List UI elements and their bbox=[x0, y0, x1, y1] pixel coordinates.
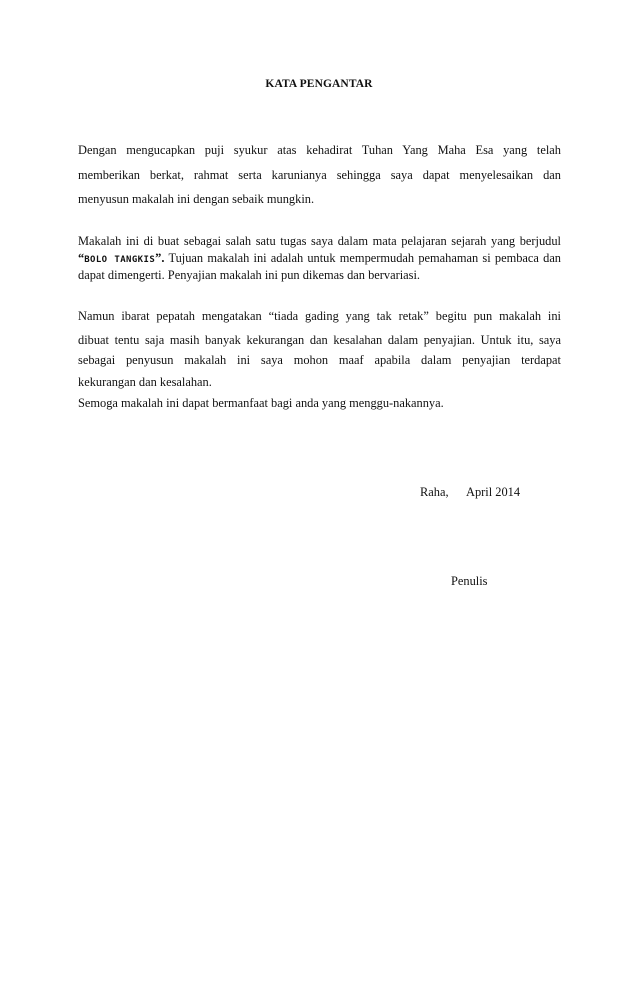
close-quote: ”. bbox=[155, 251, 165, 265]
paragraph-3-line-3: sebagai penyusun makalah ini saya mohon maaf apabila dalam penyajian terdapat bbox=[78, 353, 561, 367]
paragraph-2-line-3: dapat dimengerti. Penyajian makalah ini pun dikemas dan bervariasi. bbox=[78, 268, 421, 282]
paragraph-3-line-2: dibuat tentu saja masih banyak kekurangan dan kesalahan dalam penyajian. Untuk itu, saya bbox=[78, 333, 561, 347]
paragraph-2-line-1: Makalah ini di buat sebagai salah satu tugas saya dalam mata pelajaran sejarah yang berjudul bbox=[78, 234, 561, 248]
title-name: BOLO TANGKIS bbox=[84, 255, 156, 265]
paragraph-1-line-3: menyusun makalah ini dengan sebaik mungkin. bbox=[78, 192, 315, 206]
closing-date: April 2014 bbox=[466, 485, 521, 499]
paragraph-3-line-4: kekurangan dan kesalahan. bbox=[78, 375, 212, 389]
paragraph-2-line-2-rest: Tujuan makalah ini adalah untuk mempermudah pemahaman si pembaca dan bbox=[168, 251, 562, 265]
paragraph-1-line-1: Dengan mengucapkan puji syukur atas kehadirat Tuhan Yang Maha Esa yang telah bbox=[78, 143, 561, 157]
document-title: KATA PENGANTAR bbox=[265, 78, 373, 90]
open-quote: “ bbox=[78, 251, 85, 265]
closing-place: Raha, bbox=[420, 485, 449, 499]
paragraph-3-line-5: Semoga makalah ini dapat bermanfaat bagi anda yang menggu-nakannya. bbox=[78, 396, 444, 410]
paragraph-2-line-2 bbox=[78, 251, 561, 268]
paragraph-3-line-1: Namun ibarat pepatah mengatakan “tiada gading yang tak retak” begitu pun makalah ini bbox=[78, 309, 561, 323]
paragraph-1-line-2: memberikan berkat, rahmat serta karunianya sehingga saya dapat menyelesaikan dan bbox=[78, 168, 561, 182]
closing-author: Penulis bbox=[451, 574, 488, 588]
